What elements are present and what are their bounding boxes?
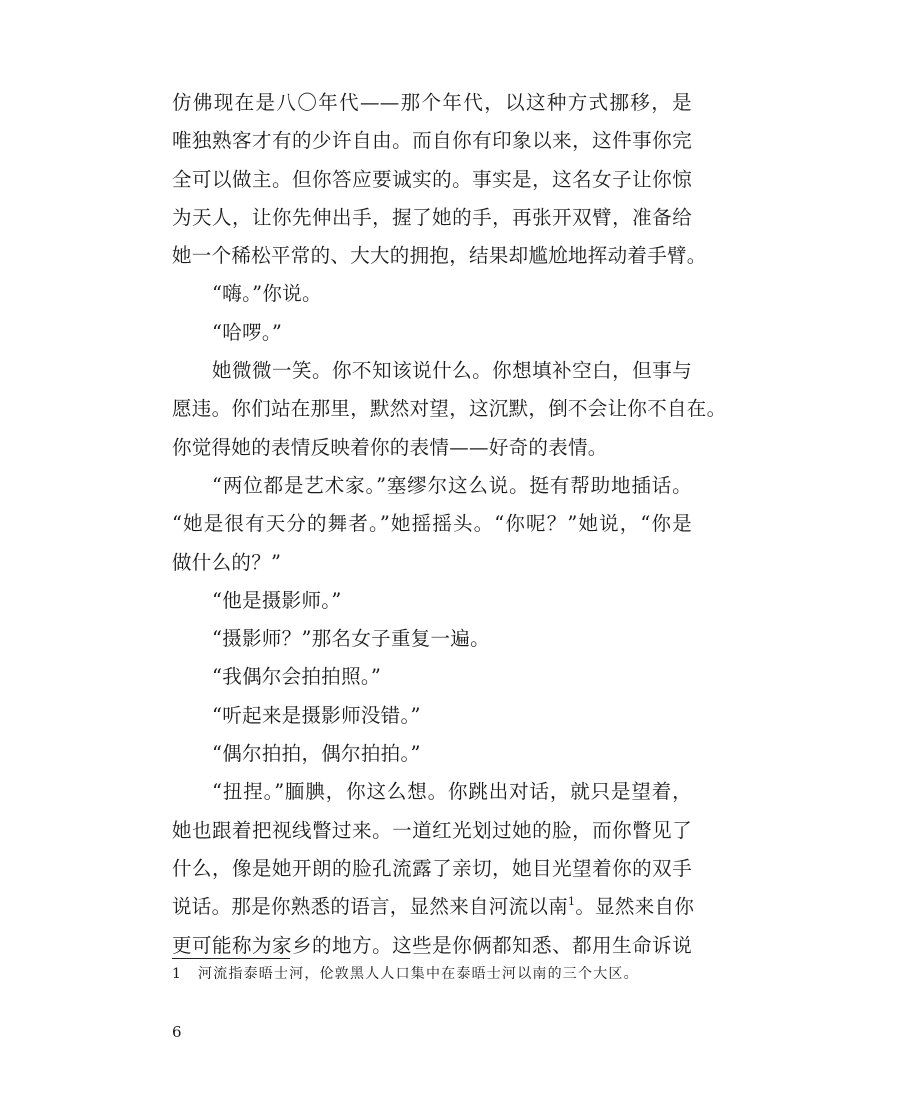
text-line: “两位都是艺术家。”塞缪尔这么说。挺有帮助地插话。	[212, 473, 692, 497]
footnote-reference[interactable]: 1	[568, 895, 576, 909]
text-line: “嗨。”你说。	[212, 282, 322, 306]
text-line: “他是摄影师。”	[212, 588, 342, 612]
text-line: “哈啰。”	[212, 320, 283, 344]
text-line: 她微微一笑。你不知该说什么。你想填补空白，但事与	[212, 359, 692, 383]
text-line: “听起来是摄影师没错。”	[212, 703, 421, 727]
text-line: 全可以做主。但你答应要诚实的。事实是，这名女子让你惊	[172, 167, 692, 191]
text-line: 她也跟着把视线瞥过来。一道红光划过她的脸，而你瞥见了	[172, 818, 692, 842]
text-line: 为天人，让你先伸出手，握了她的手，再张开双臂，准备给	[172, 205, 692, 229]
footnote-divider	[172, 958, 290, 959]
text-line-tail: 。显然来自你	[575, 895, 695, 919]
text-line: 更可能称为家乡的地方。这些是你俩都知悉、都用生命诉说	[172, 933, 692, 957]
text-line: “扭捏。”腼腆，你这么想。你跳出对话，就只是望着，	[212, 780, 692, 804]
body-text	[172, 84, 727, 965]
text-line: 愿违。你们站在那里，默然对望，这沉默，倒不会让你不自在。	[172, 397, 727, 421]
text-line: 仿佛现在是八〇年代——那个年代，以这种方式挪移，是	[172, 91, 692, 114]
text-line: “摄影师？”那名女子重复一遍。	[212, 627, 490, 651]
footnote	[172, 961, 639, 987]
text-line-with-noteref	[172, 888, 695, 926]
text-line-head: 说话。那是你熟悉的语言，显然来自河流以南	[172, 895, 569, 919]
text-line: “我偶尔会拍拍照。”	[212, 665, 382, 689]
text-line: 什么，像是她开朗的脸孔流露了亲切，她目光望着你的双手	[172, 856, 692, 880]
footnote-text: 河流指泰晤士河，伦敦黑人人口集中在泰晤士河以南的三个大区。	[198, 966, 639, 982]
text-line: 唯独熟客才有的少许自由。而自你有印象以来，这件事你完	[172, 129, 692, 153]
page-number: 6	[172, 1023, 182, 1041]
footnote-number: 1	[172, 966, 183, 982]
text-line: “偶尔拍拍，偶尔拍拍。”	[212, 742, 421, 766]
text-line: 做什么的？”	[172, 550, 282, 574]
text-line: 她一个稀松平常的、大大的拥抱，结果却尴尬地挥动着手臂。	[172, 244, 707, 268]
text-line: 你觉得她的表情反映着你的表情——好奇的表情。	[172, 435, 608, 459]
text-line: “她是很有天分的舞者。”她摇摇头。“你呢？”她说，“你是	[172, 512, 692, 536]
